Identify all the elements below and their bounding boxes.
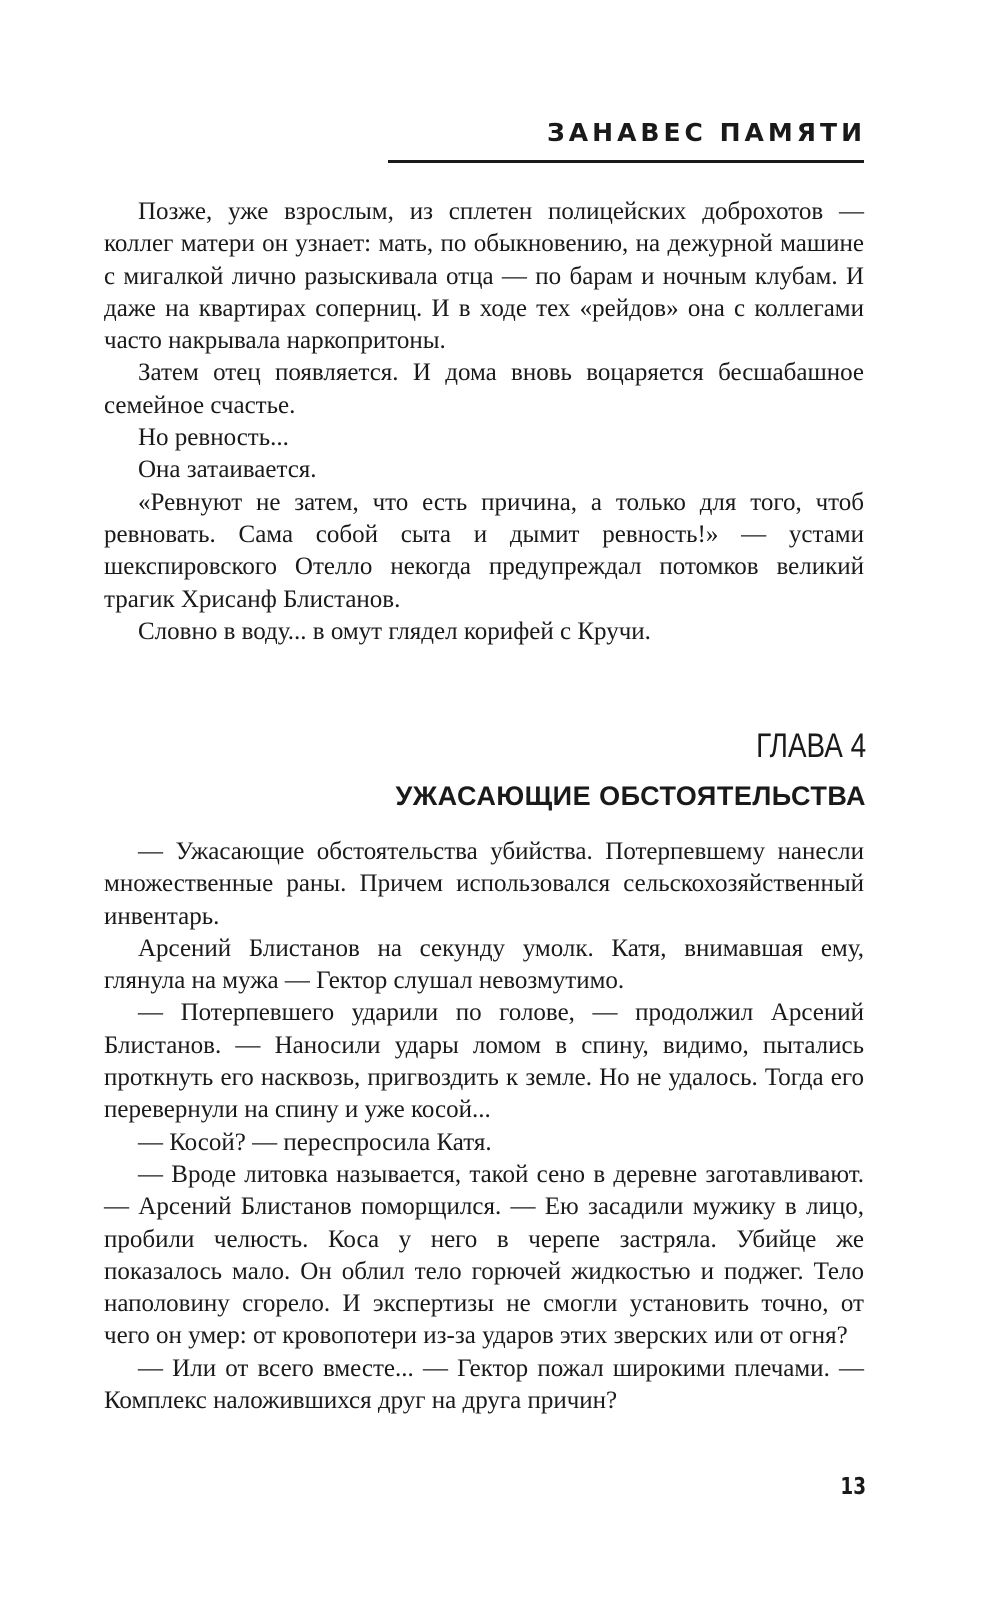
paragraph: Она затаивается. bbox=[138, 456, 317, 484]
paragraph: — Вроде литовка называется, такой сено в деревне заготавливают. — Арсений Блистанов поморщился. — Ею засадили мужику в лицо, пробили челюсть. Коса у него в черепе застряла. Убийце же показалось мало. Он облил тело горючей жидкостью и поджег. Тело наполовину сгорело. И экспертизы не смогли установить точно, от чего он умер: от кровопотери из-за ударов этих зверских или от огня? bbox=[104, 1160, 864, 1350]
paragraph: Затем отец появляется. И дома вновь воцаряется бесшабашное семейное счастье. bbox=[104, 359, 864, 419]
text-block-chapter-4 bbox=[104, 836, 864, 1417]
paragraph: — Косой? — переспросила Катя. bbox=[138, 1128, 492, 1156]
chapter-title: УЖАСАЮЩИЕ ОБСТОЯТЕЛЬСТВА bbox=[395, 781, 866, 811]
chapter-number: ГЛАВА 4 bbox=[756, 727, 866, 765]
running-head-title: ЗАНАВЕС ПАМЯТИ bbox=[547, 118, 866, 147]
paragraph: «Ревнуют не затем, что есть причина, а только для того, чтоб ревновать. Сама собой сыта и дымит ревность!» — устами шекспировского Отелло некогда предупреждал потомков великий трагик Хрисанф Блистанов. bbox=[104, 488, 864, 613]
paragraph: Словно в воду... в омут глядел корифей с Кручи. bbox=[138, 617, 651, 645]
paragraph: Арсений Блистанов на секунду умолк. Катя, внимавшая ему, глянула на мужа — Гектор слушал невозмутимо. bbox=[104, 934, 864, 995]
paragraph: Но ревность... bbox=[138, 424, 289, 452]
paragraph: Позже, уже взрослым, из сплетен полицейских доброхотов — коллег матери он узнает: мать, по обыкновению, на дежурной машине с мигалкой лично разыскивала отца — по барам и ночным клубам. И даже на квартирах соперниц. И в ходе тех «рейдов» она с коллегами часто накрывала наркопритоны. bbox=[104, 198, 864, 355]
text-block-previous-chapter bbox=[104, 196, 864, 648]
paragraph: — Потерпевшего ударили по голове, — продолжил Арсений Блистанов. — Наносили удары ломом в спину, видимо, пытались проткнуть его насквозь, пригвоздить к земле. Но не удалось. Тогда его перевернули на спину и уже косой... bbox=[104, 999, 864, 1124]
header-rule bbox=[388, 160, 864, 163]
paragraph: — Ужасающие обстоятельства убийства. Потерпевшему нанесли множественные раны. Причем использовался сельскохозяйственный инвентарь. bbox=[104, 838, 864, 930]
page-number: 13 bbox=[840, 1474, 866, 1500]
paragraph: — Или от всего вместе... — Гектор пожал широкими плечами. — Комплекс наложившихся друг на друга причин? bbox=[104, 1354, 864, 1415]
